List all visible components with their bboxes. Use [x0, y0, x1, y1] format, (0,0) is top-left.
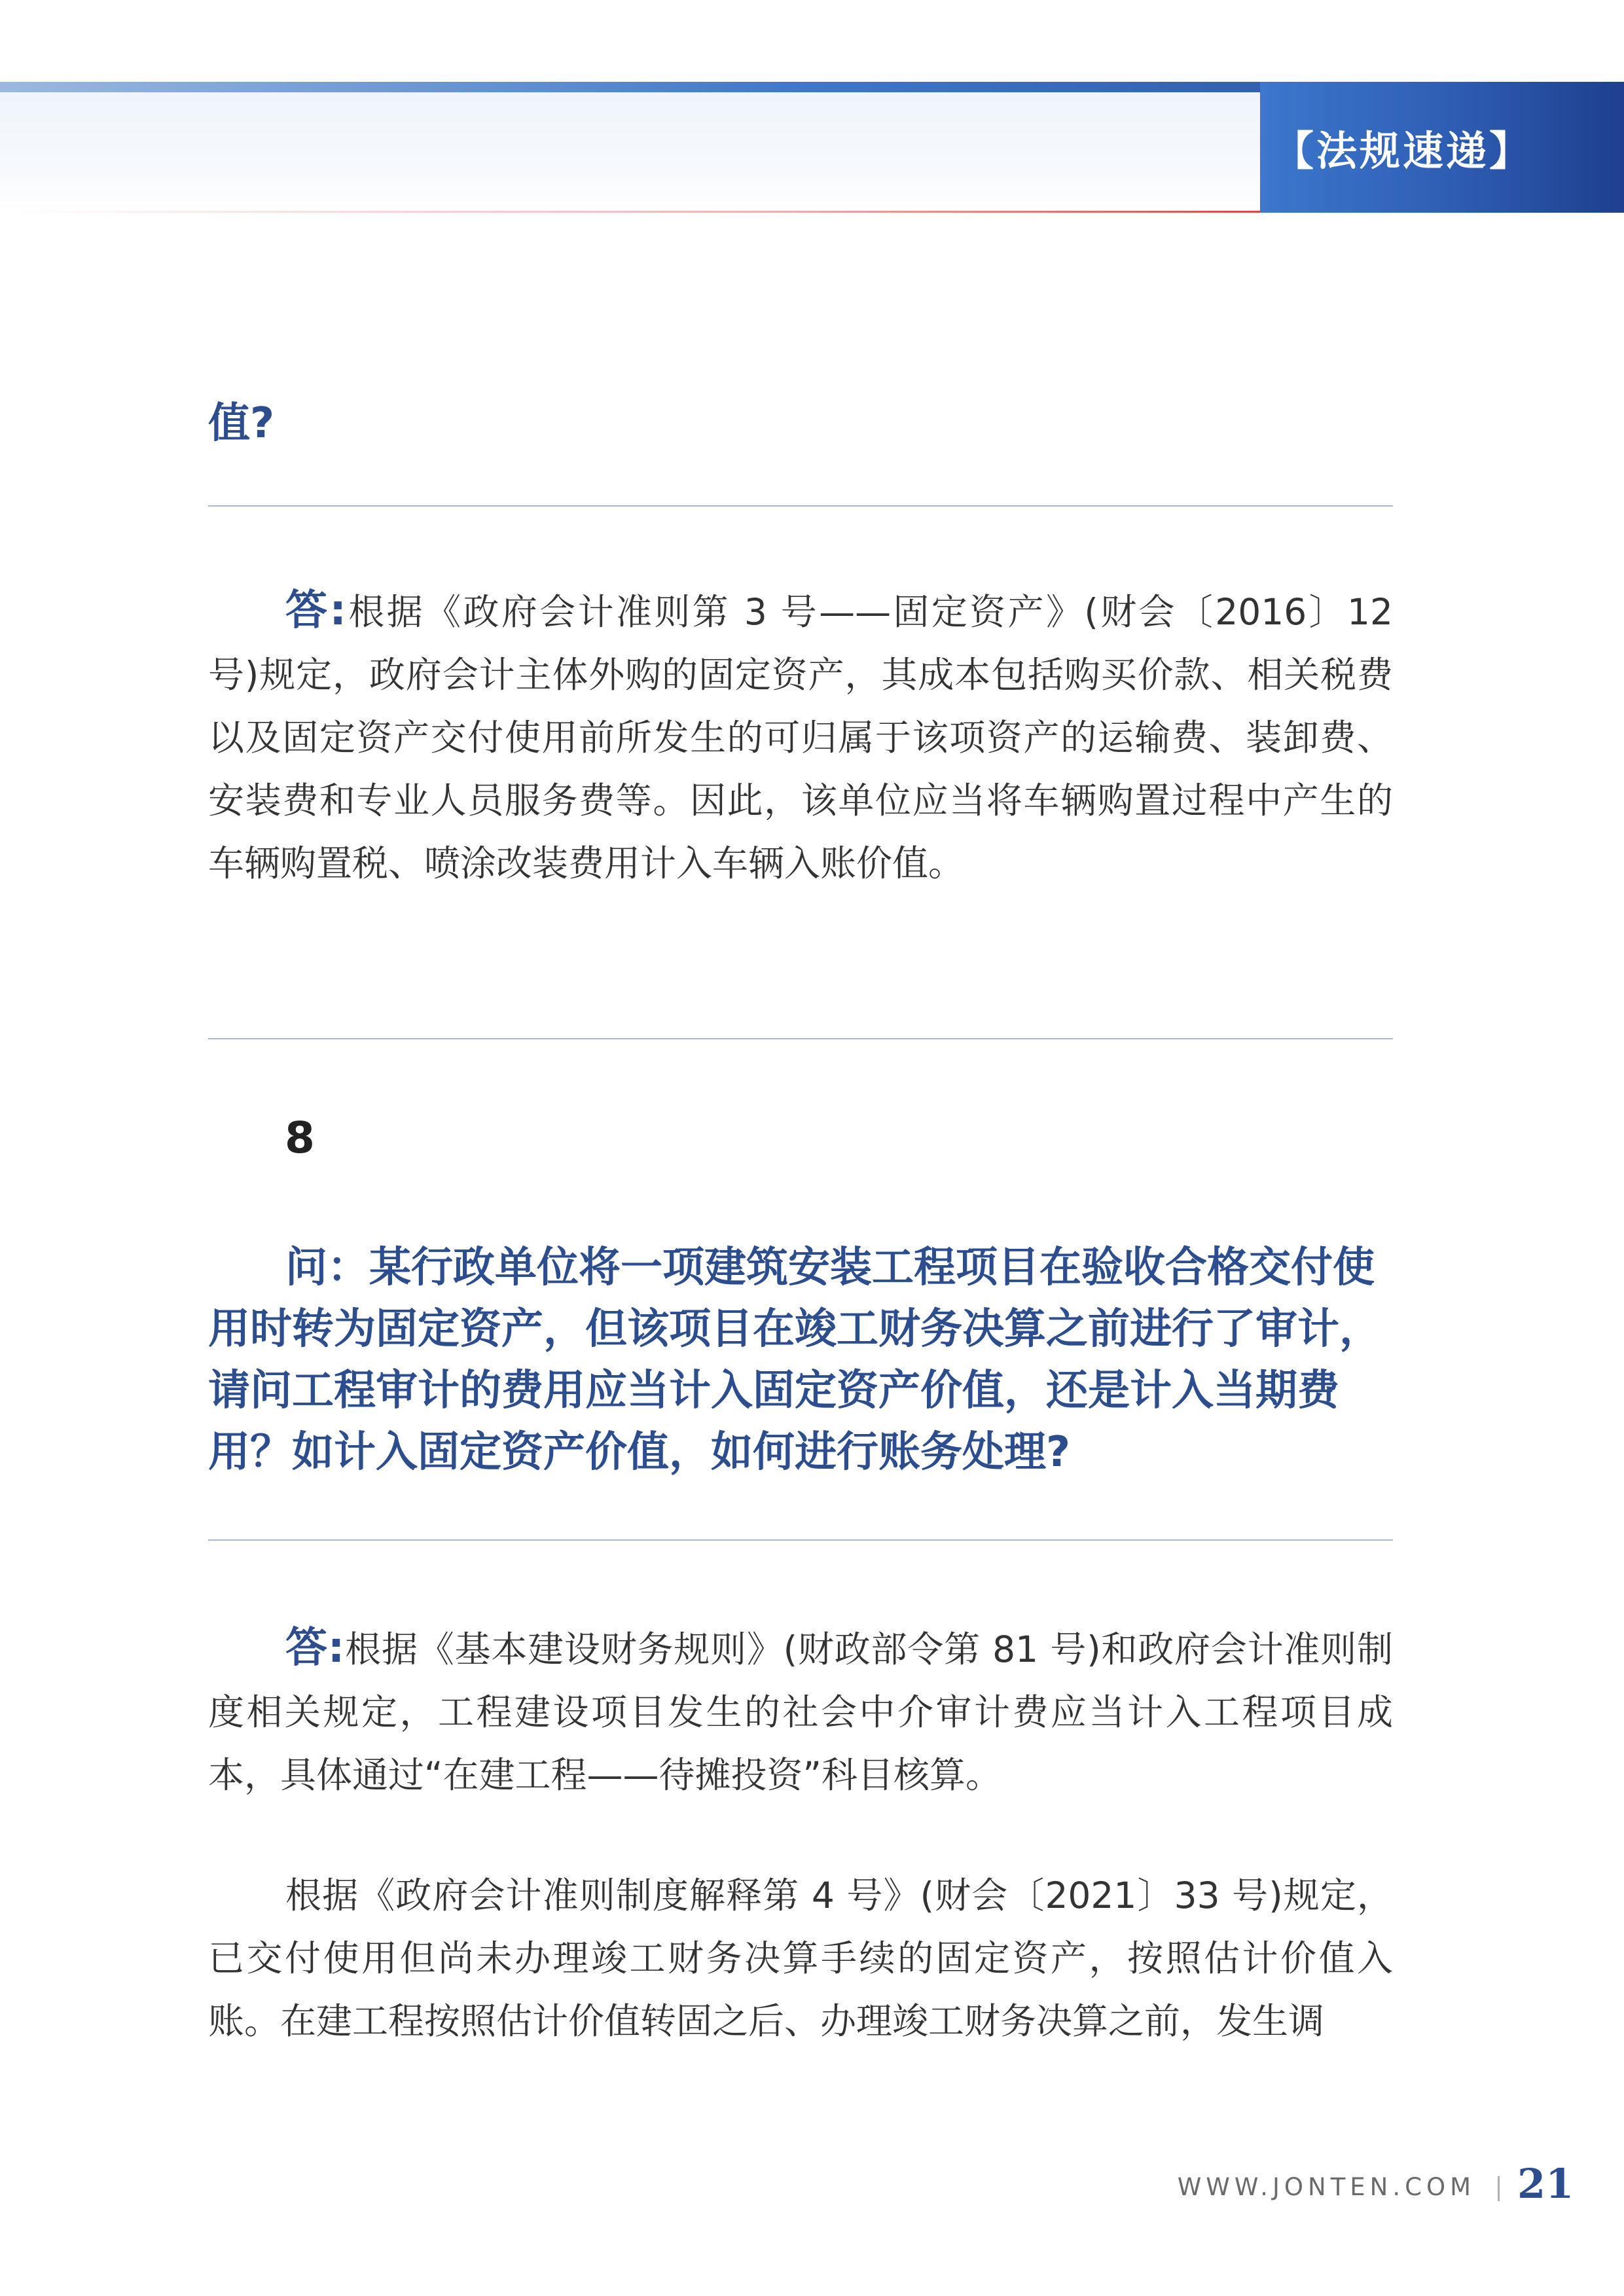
page-number: 21: [1517, 2160, 1574, 2208]
answer-label: 答:: [285, 1624, 345, 1672]
question-number: 8: [285, 1113, 315, 1163]
divider: [208, 1038, 1393, 1039]
paragraph-3: 根据《政府会计准则制度解释第 4 号》(财会〔2021〕33 号)规定，已交付使用但尚未办理竣工财务决算手续的固定资产，按照估计价值入账。在建工程按照估计价值转固之后、办理竣工财务决算之前，发生调: [208, 1874, 1393, 2042]
section-tag: 【法规速递】: [1260, 82, 1624, 213]
footer-website: WWW.JONTEN.COM: [1177, 2173, 1475, 2201]
header-band: [0, 82, 1260, 213]
question-8: 问：某行政单位将一项建筑安装工程项目在验收合格交付使用时转为固定资产，但该项目在竣工财务决算之前进行了审计，请问工程审计的费用应当计入固定资产价值，还是计入当期费用？如计入固定资产价值，如何进行账务处理?: [208, 1244, 1381, 1477]
header-bottom-stripe: [0, 211, 1260, 213]
answer-label: 答:: [285, 586, 346, 635]
footer-separator: [1498, 2176, 1500, 2201]
answer-2: [208, 1617, 1393, 1806]
answer-1: [208, 579, 1393, 895]
answer-1-text: 根据《政府会计准则第 3 号——固定资产》(财会〔2016〕12 号)规定，政府会计主体外购的固定资产，其成本包括购买价款、相关税费以及固定资产交付使用前所发生的可归属于该项资产的运输费、装卸费、安装费和专业人员服务费等。因此，该单位应当将车辆购置过程中产生的车辆购置税、喷涂改装费用计入车辆入账价值。: [208, 591, 1394, 884]
divider: [208, 1539, 1393, 1541]
divider: [208, 505, 1393, 507]
question-tail: 值?: [208, 399, 275, 448]
answer-2-text: 根据《基本建设财务规则》(财政部令第 81 号)和政府会计准则制度相关规定，工程建设项目发生的社会中介审计费应当计入工程项目成本，具体通过“在建工程——待摊投资”科目核算。: [208, 1628, 1393, 1796]
